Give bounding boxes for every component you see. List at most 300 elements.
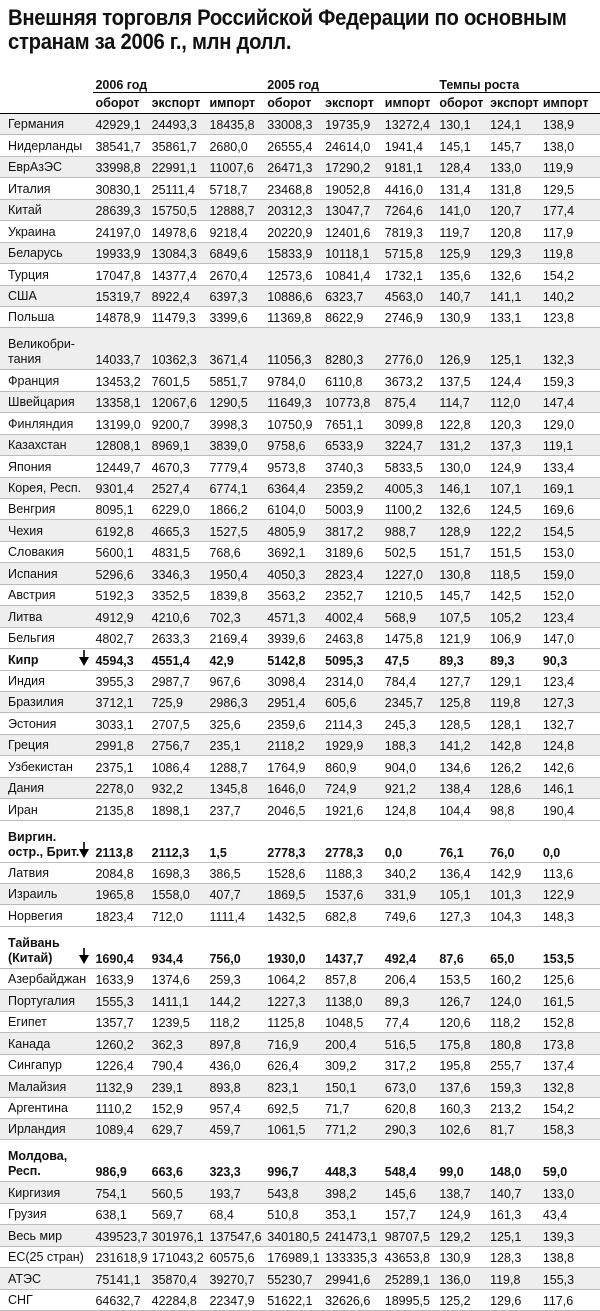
value-cell: 988,7	[383, 520, 438, 541]
country-label: Германия	[8, 117, 65, 132]
value-cell: 1558,0	[150, 884, 208, 905]
value-cell: 20220,9	[265, 221, 323, 242]
value-cell: 2135,8	[93, 799, 149, 820]
country-label: США	[8, 288, 37, 303]
value-cell: 784,4	[383, 670, 438, 691]
value-cell: 543,8	[265, 1182, 323, 1203]
table-row	[0, 1268, 600, 1289]
country-label: Литва	[8, 609, 43, 624]
value-cell: 206,4	[383, 968, 438, 989]
country-label: Корея, Респ.	[8, 481, 82, 495]
value-cell: 176989,1	[265, 1246, 323, 1267]
value-cell: 42929,1	[93, 114, 149, 135]
value-cell: 725,9	[150, 691, 208, 712]
value-cell: 13047,7	[323, 199, 383, 220]
value-cell: 1475,8	[383, 627, 438, 648]
value-cell: 55230,7	[265, 1268, 323, 1289]
country-label: Иран	[8, 802, 38, 817]
value-cell: 118,5	[488, 563, 541, 584]
table-row	[0, 221, 600, 242]
country-label: Венгрия	[8, 502, 56, 517]
country-name	[0, 905, 93, 926]
value-cell: 124,9	[488, 456, 541, 477]
value-cell: 14377,4	[150, 264, 208, 285]
value-cell: 3346,3	[150, 563, 208, 584]
value-cell: 124,9	[437, 1203, 488, 1224]
value-cell: 124,8	[383, 799, 438, 820]
value-cell: 860,9	[323, 756, 383, 777]
value-cell: 5718,7	[207, 178, 265, 199]
value-cell: 439523,7	[93, 1225, 149, 1246]
table-row	[0, 968, 600, 989]
value-cell: 43,4	[541, 1203, 600, 1224]
table-row	[0, 1225, 600, 1246]
value-cell: 159,0	[541, 563, 600, 584]
country-label: Финляндия	[8, 416, 74, 431]
country-name	[0, 499, 93, 520]
value-cell: 148,0	[488, 1140, 541, 1182]
table-row	[0, 434, 600, 455]
value-cell: 9758,6	[265, 434, 323, 455]
table-row	[0, 477, 600, 498]
subcolumn-header: оборот	[265, 93, 323, 114]
country-label: Кипр	[8, 652, 39, 667]
country-name	[0, 691, 93, 712]
value-cell: 127,3	[437, 905, 488, 926]
value-cell: 6323,7	[323, 285, 383, 306]
value-cell: 790,4	[150, 1054, 208, 1075]
value-cell: 702,3	[207, 606, 265, 627]
value-cell: 290,3	[383, 1118, 438, 1139]
value-cell: 105,2	[488, 606, 541, 627]
value-cell: 2746,9	[383, 306, 438, 327]
value-cell: 3839,0	[207, 434, 265, 455]
value-cell: 7651,1	[323, 413, 383, 434]
value-cell: 3671,4	[207, 328, 265, 370]
value-cell: 124,8	[541, 734, 600, 755]
value-cell: 32626,6	[323, 1289, 383, 1310]
value-cell: 1527,5	[207, 520, 265, 541]
country-name	[0, 477, 93, 498]
value-cell: 3099,8	[383, 413, 438, 434]
value-cell: 126,7	[437, 990, 488, 1011]
country-name	[0, 135, 93, 156]
country-name	[0, 627, 93, 648]
country-label: Канада	[8, 1036, 51, 1051]
value-cell: 1732,1	[383, 264, 438, 285]
value-cell: 77,4	[383, 1011, 438, 1032]
table-row	[0, 1054, 600, 1075]
country-name	[0, 328, 93, 370]
value-cell: 1132,9	[93, 1076, 149, 1097]
value-cell: 10841,4	[323, 264, 383, 285]
value-cell: 5833,5	[383, 456, 438, 477]
value-cell: 114,7	[437, 391, 488, 412]
value-cell: 3998,3	[207, 413, 265, 434]
value-cell: 19052,8	[323, 178, 383, 199]
value-cell: 13199,0	[93, 413, 149, 434]
group-header-2006: 2006 год	[93, 74, 265, 93]
country-label: ЕС(25 стран)	[8, 1250, 84, 1265]
value-cell: 11007,6	[207, 156, 265, 177]
table-row	[0, 734, 600, 755]
country-name	[0, 178, 93, 199]
subcolumn-header: экспорт	[323, 93, 383, 114]
country-name	[0, 649, 93, 670]
value-cell: 35870,4	[150, 1268, 208, 1289]
country-name	[0, 713, 93, 734]
value-cell: 5851,7	[207, 370, 265, 391]
table-row	[0, 1011, 600, 1032]
country-label: Азербайджан	[8, 972, 87, 987]
value-cell: 159,3	[488, 1076, 541, 1097]
value-cell: 117,9	[541, 221, 600, 242]
value-cell: 59,0	[541, 1140, 600, 1182]
country-label: ЕврАзЭС	[8, 160, 63, 175]
value-cell: 122,9	[541, 884, 600, 905]
value-cell: 130,8	[437, 563, 488, 584]
value-cell: 177,4	[541, 199, 600, 220]
value-cell: 605,6	[323, 691, 383, 712]
value-cell: 123,4	[541, 606, 600, 627]
value-cell: 107,1	[488, 477, 541, 498]
value-cell: 42284,8	[150, 1289, 208, 1310]
value-cell: 128,5	[437, 713, 488, 734]
value-cell: 857,8	[323, 968, 383, 989]
value-cell: 195,8	[437, 1054, 488, 1075]
value-cell: 398,2	[323, 1182, 383, 1203]
table-row	[0, 242, 600, 263]
value-cell: 90,3	[541, 649, 600, 670]
value-cell: 131,4	[437, 178, 488, 199]
country-label: Словакия	[8, 545, 65, 560]
value-cell: 407,7	[207, 884, 265, 905]
table-row	[0, 670, 600, 691]
table-row	[0, 306, 600, 327]
value-cell: 724,9	[323, 777, 383, 798]
country-name	[0, 199, 93, 220]
value-cell: 996,7	[265, 1140, 323, 1182]
value-cell: 673,0	[383, 1076, 438, 1097]
value-cell: 119,8	[488, 1268, 541, 1289]
value-cell: 6104,0	[265, 499, 323, 520]
country-label: Бразилия	[8, 695, 64, 710]
value-cell: 10750,9	[265, 413, 323, 434]
value-cell: 15833,9	[265, 242, 323, 263]
value-cell: 241473,1	[323, 1225, 383, 1246]
value-cell: 3224,7	[383, 434, 438, 455]
table-row	[0, 627, 600, 648]
country-name	[0, 606, 93, 627]
value-cell: 2463,8	[323, 627, 383, 648]
value-cell: 1950,4	[207, 563, 265, 584]
value-cell: 492,4	[383, 926, 438, 968]
country-label: Нидерланды	[8, 138, 83, 153]
table-row	[0, 905, 600, 926]
value-cell: 904,0	[383, 756, 438, 777]
country-label: Греция	[8, 738, 49, 753]
value-cell: 620,8	[383, 1097, 438, 1118]
value-cell: 1437,7	[323, 926, 383, 968]
value-cell: 1064,2	[265, 968, 323, 989]
value-cell: 98707,5	[383, 1225, 438, 1246]
table-row	[0, 1076, 600, 1097]
value-cell: 175,8	[437, 1033, 488, 1054]
value-cell: 1866,2	[207, 499, 265, 520]
value-cell: 153,0	[541, 541, 600, 562]
value-cell: 1537,6	[323, 884, 383, 905]
value-cell: 134,6	[437, 756, 488, 777]
value-cell: 340180,5	[265, 1225, 323, 1246]
value-cell: 12573,6	[265, 264, 323, 285]
value-cell: 4670,3	[150, 456, 208, 477]
value-cell: 1111,4	[207, 905, 265, 926]
value-cell: 749,6	[383, 905, 438, 926]
value-cell: 9218,4	[207, 221, 265, 242]
table-row	[0, 328, 600, 370]
table-row	[0, 114, 600, 135]
value-cell: 128,6	[488, 777, 541, 798]
value-cell: 6192,8	[93, 520, 149, 541]
subcolumn-header-row	[0, 93, 600, 114]
value-cell: 4005,3	[383, 477, 438, 498]
value-cell: 81,7	[488, 1118, 541, 1139]
value-cell: 23468,8	[265, 178, 323, 199]
table-row	[0, 713, 600, 734]
value-cell: 107,5	[437, 606, 488, 627]
value-cell: 3939,6	[265, 627, 323, 648]
value-cell: 11479,3	[150, 306, 208, 327]
value-cell: 4594,3	[93, 649, 149, 670]
country-label: Индия	[8, 673, 45, 688]
value-cell: 235,1	[207, 734, 265, 755]
value-cell: 13453,2	[93, 370, 149, 391]
value-cell: 18435,8	[207, 114, 265, 135]
group-header-growth: Темпы роста	[437, 74, 600, 93]
value-cell: 771,2	[323, 1118, 383, 1139]
country-label: Украина	[8, 224, 56, 239]
country-label: Турция	[8, 267, 49, 282]
table-row	[0, 391, 600, 412]
value-cell: 125,8	[437, 691, 488, 712]
table-row	[0, 1203, 600, 1224]
value-cell: 4551,4	[150, 649, 208, 670]
value-cell: 9301,4	[93, 477, 149, 498]
value-cell: 99,0	[437, 1140, 488, 1182]
value-cell: 3033,1	[93, 713, 149, 734]
value-cell: 12401,6	[323, 221, 383, 242]
table-row	[0, 777, 600, 798]
value-cell: 1869,5	[265, 884, 323, 905]
value-cell: 130,0	[437, 456, 488, 477]
value-cell: 200,4	[323, 1033, 383, 1054]
value-cell: 362,3	[150, 1033, 208, 1054]
value-cell: 2776,0	[383, 328, 438, 370]
value-cell: 140,7	[437, 285, 488, 306]
value-cell: 68,4	[207, 1203, 265, 1224]
value-cell: 157,7	[383, 1203, 438, 1224]
table-row	[0, 799, 600, 820]
value-cell: 117,6	[541, 1289, 600, 1310]
value-cell: 17290,2	[323, 156, 383, 177]
value-cell: 663,6	[150, 1140, 208, 1182]
country-label: Грузия	[8, 1207, 47, 1222]
value-cell: 1921,6	[323, 799, 383, 820]
value-cell: 173,8	[541, 1033, 600, 1054]
value-cell: 140,2	[541, 285, 600, 306]
value-cell: 510,8	[265, 1203, 323, 1224]
table-row	[0, 1097, 600, 1118]
value-cell: 104,4	[437, 799, 488, 820]
arrow-down-icon	[79, 842, 89, 858]
value-cell: 7779,4	[207, 456, 265, 477]
value-cell: 1633,9	[93, 968, 149, 989]
value-cell: 0,0	[541, 820, 600, 862]
country-name	[0, 1289, 93, 1310]
value-cell: 24614,0	[323, 135, 383, 156]
value-cell: 146,1	[541, 777, 600, 798]
country-name	[0, 1097, 93, 1118]
value-cell: 756,0	[207, 926, 265, 968]
table-row	[0, 178, 600, 199]
value-cell: 2169,4	[207, 627, 265, 648]
table-row	[0, 499, 600, 520]
table-row	[0, 1033, 600, 1054]
value-cell: 128,3	[488, 1246, 541, 1267]
value-cell: 7264,6	[383, 199, 438, 220]
value-cell: 125,1	[488, 328, 541, 370]
value-cell: 124,1	[488, 114, 541, 135]
value-cell: 13358,1	[93, 391, 149, 412]
value-cell: 26555,4	[265, 135, 323, 156]
value-cell: 14978,6	[150, 221, 208, 242]
value-cell: 2633,3	[150, 627, 208, 648]
value-cell: 301976,1	[150, 1225, 208, 1246]
value-cell: 569,7	[150, 1203, 208, 1224]
value-cell: 986,9	[93, 1140, 149, 1182]
country-name	[0, 370, 93, 391]
value-cell: 190,4	[541, 799, 600, 820]
value-cell: 1411,1	[150, 990, 208, 1011]
value-cell: 169,1	[541, 477, 600, 498]
value-cell: 1646,0	[265, 777, 323, 798]
value-cell: 101,3	[488, 884, 541, 905]
value-cell: 125,9	[437, 242, 488, 263]
value-cell: 138,7	[437, 1182, 488, 1203]
value-cell: 138,0	[541, 135, 600, 156]
country-name	[0, 1118, 93, 1139]
country-name	[0, 1225, 93, 1246]
value-cell: 142,9	[488, 862, 541, 883]
value-cell: 448,3	[323, 1140, 383, 1182]
value-cell: 4210,6	[150, 606, 208, 627]
value-cell: 17047,8	[93, 264, 149, 285]
country-name	[0, 264, 93, 285]
value-cell: 5142,8	[265, 649, 323, 670]
country-label: Виргин. остр., Брит.	[8, 829, 80, 859]
value-cell: 161,5	[541, 990, 600, 1011]
value-cell: 141,0	[437, 199, 488, 220]
value-cell: 38541,7	[93, 135, 149, 156]
country-label: Малайзия	[8, 1079, 67, 1094]
value-cell: 130,9	[437, 1246, 488, 1267]
value-cell: 245,3	[383, 713, 438, 734]
value-cell: 921,2	[383, 777, 438, 798]
value-cell: 560,5	[150, 1182, 208, 1203]
value-cell: 138,8	[541, 1246, 600, 1267]
value-cell: 125,1	[488, 1225, 541, 1246]
country-name	[0, 584, 93, 605]
value-cell: 8095,1	[93, 499, 149, 520]
country-name	[0, 520, 93, 541]
value-cell: 323,3	[207, 1140, 265, 1182]
value-cell: 133335,3	[323, 1246, 383, 1267]
country-name	[0, 391, 93, 412]
value-cell: 129,0	[541, 413, 600, 434]
value-cell: 2986,3	[207, 691, 265, 712]
value-cell: 5715,8	[383, 242, 438, 263]
value-cell: 102,6	[437, 1118, 488, 1139]
country-label: Китай	[8, 203, 42, 218]
country-name	[0, 756, 93, 777]
value-cell: 4002,4	[323, 606, 383, 627]
value-cell: 568,9	[383, 606, 438, 627]
value-cell: 2991,8	[93, 734, 149, 755]
value-cell: 1089,4	[93, 1118, 149, 1139]
value-cell: 152,0	[541, 584, 600, 605]
country-label: Сингапур	[8, 1058, 62, 1073]
value-cell: 6364,4	[265, 477, 323, 498]
value-cell: 135,6	[437, 264, 488, 285]
value-cell: 8922,4	[150, 285, 208, 306]
table-row	[0, 1140, 600, 1182]
value-cell: 317,2	[383, 1054, 438, 1075]
country-name	[0, 1246, 93, 1267]
value-cell: 1260,2	[93, 1033, 149, 1054]
subcolumn-header: оборот	[437, 93, 488, 114]
value-cell: 3955,3	[93, 670, 149, 691]
value-cell: 24493,3	[150, 114, 208, 135]
value-cell: 14033,7	[93, 328, 149, 370]
table-row	[0, 520, 600, 541]
country-name	[0, 670, 93, 691]
value-cell: 6774,1	[207, 477, 265, 498]
value-cell: 2118,2	[265, 734, 323, 755]
country-label: Весь мир	[8, 1228, 63, 1243]
value-cell: 3098,4	[265, 670, 323, 691]
value-cell: 516,5	[383, 1033, 438, 1054]
value-cell: 10362,3	[150, 328, 208, 370]
value-cell: 122,8	[437, 413, 488, 434]
value-cell: 6110,8	[323, 370, 383, 391]
value-cell: 4563,0	[383, 285, 438, 306]
value-cell: 1374,6	[150, 968, 208, 989]
value-cell: 1432,5	[265, 905, 323, 926]
value-cell: 436,0	[207, 1054, 265, 1075]
table-row	[0, 563, 600, 584]
value-cell: 145,1	[437, 135, 488, 156]
value-cell: 158,3	[541, 1118, 600, 1139]
subcolumn-header: импорт	[541, 93, 600, 114]
value-cell: 127,3	[541, 691, 600, 712]
value-cell: 1125,8	[265, 1011, 323, 1032]
table-row	[0, 1289, 600, 1310]
value-cell: 43653,8	[383, 1246, 438, 1267]
table-row	[0, 264, 600, 285]
value-cell: 151,7	[437, 541, 488, 562]
value-cell: 89,3	[383, 990, 438, 1011]
value-cell: 130,9	[437, 306, 488, 327]
